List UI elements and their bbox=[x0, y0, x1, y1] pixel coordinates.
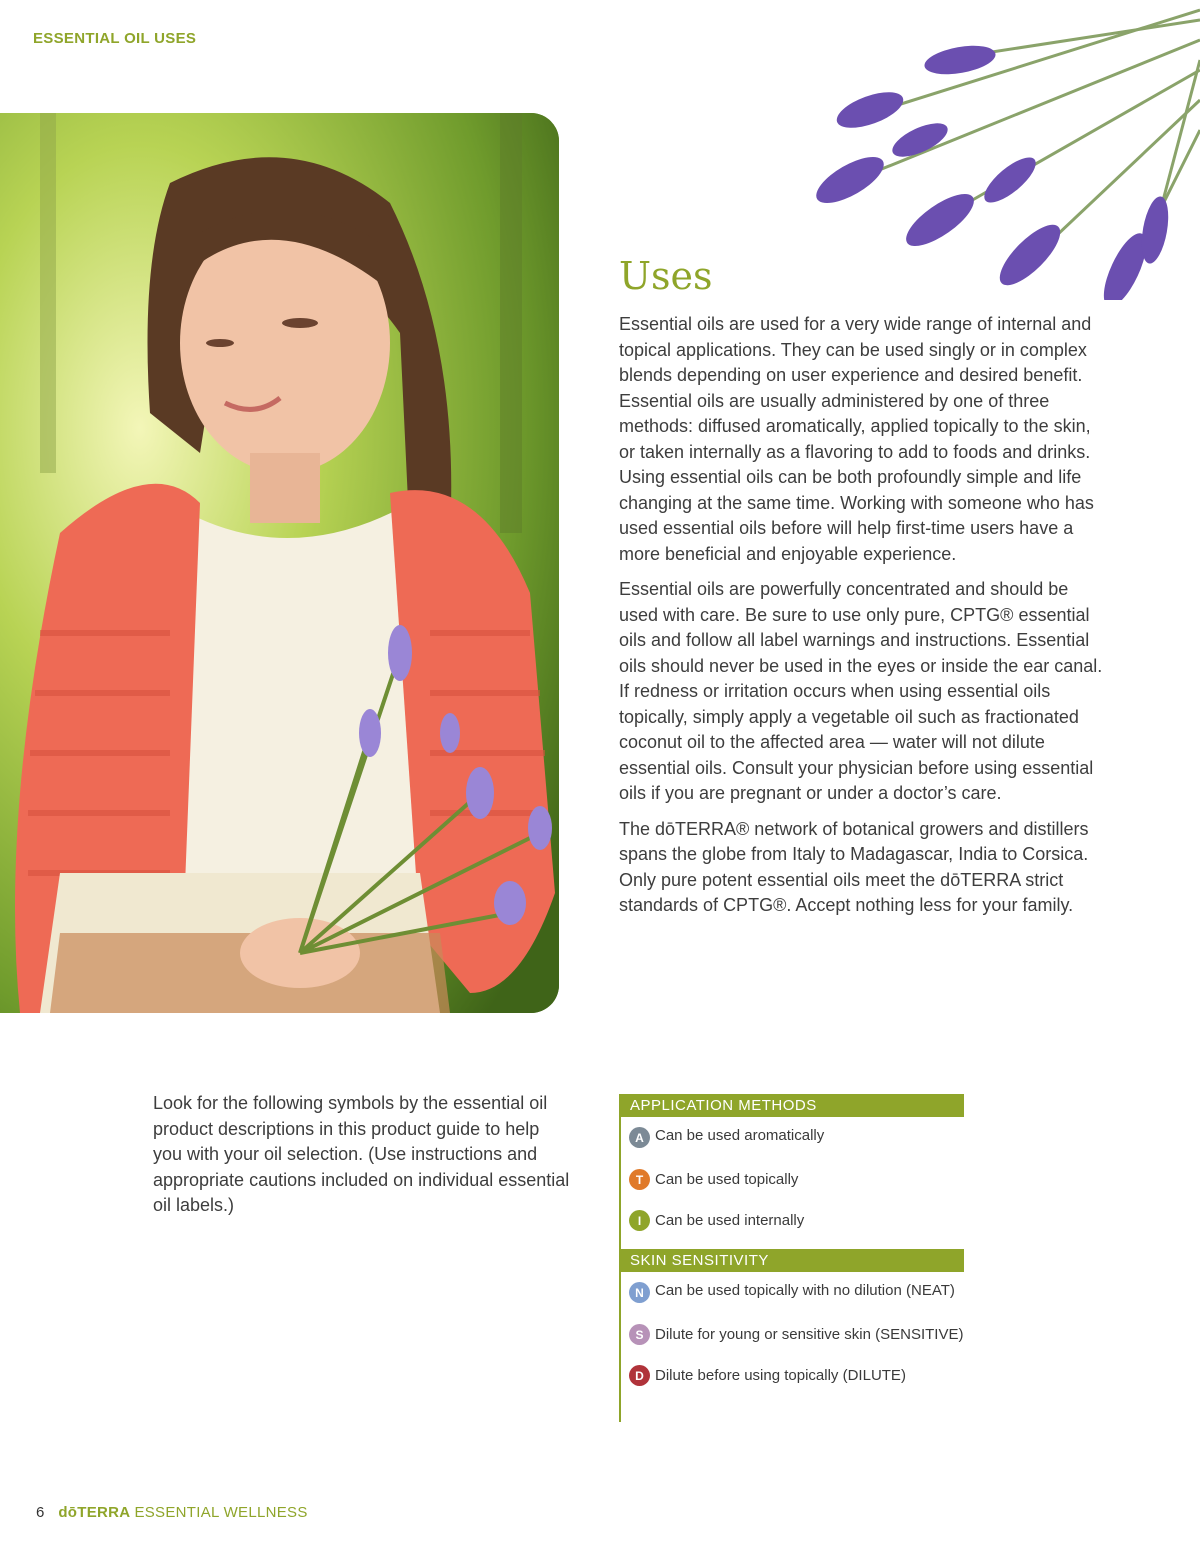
aromatic-badge-icon: A bbox=[629, 1127, 650, 1148]
legend-item-text: Can be used aromatically bbox=[655, 1127, 825, 1144]
skin-sensitivity-header: SKIN SENSITIVITY bbox=[621, 1249, 964, 1272]
neat-badge-icon: N bbox=[629, 1282, 650, 1303]
legend-item bbox=[629, 1282, 964, 1314]
application-methods-header: APPLICATION METHODS bbox=[621, 1094, 964, 1117]
symbols-legend bbox=[619, 1094, 964, 1422]
topical-badge-icon: T bbox=[629, 1169, 650, 1190]
sensitive-badge-icon: S bbox=[629, 1324, 650, 1345]
guide-title: ESSENTIAL WELLNESS bbox=[134, 1504, 308, 1521]
lavender-photo bbox=[790, 0, 1200, 300]
uses-paragraph: Essential oils are used for a very wide range of internal and topical applications. They can be used singly or in complex blends depending on user experience and desired benefit. Essential oils are usually administered by one of three methods: diffused aromatically, applied topically to the skin, or taken internally as a flavoring to add to foods and drinks. Using essential oils can be both profoundly simple and life changing at the same time. Working with someone who has used essential oils before will help first-time users have a more beneficial and enjoyable experience. bbox=[619, 314, 1094, 564]
legend-item-text: Dilute before using topically (DILUTE) bbox=[655, 1367, 906, 1384]
application-methods-list bbox=[621, 1117, 964, 1249]
legend-item-text: Can be used topically bbox=[655, 1171, 799, 1188]
uses-body bbox=[619, 312, 1109, 929]
uses-paragraph: Essential oils are powerfully concentrated and should be used with care. Be sure to use only pure, CPTG® essential oils and follow all label warnings and instructions. Essential oils should never be used in the eyes or inside the ear canal. If redness or irritation occurs when using essential oils topically, simply apply a vegetable oil such as fractionated coconut oil to the affected area — water will not dilute essential oils. Consult your physician before using essential oils if you are pregnant or under a doctor’s care. bbox=[619, 579, 1103, 803]
legend-item-text: Can be used topically with no dilution (NEAT) bbox=[655, 1282, 955, 1299]
uses-paragraph: The dōTERRA® network of botanical growers and distillers spans the globe from Italy to Madagascar, India to Corsica. Only pure potent essential oils meet the dōTERRA strict standards of CPTG®. Accept nothing less for your family. bbox=[619, 818, 1089, 915]
uses-title: Uses bbox=[619, 254, 713, 298]
legend-item-text: Dilute for young or sensitive skin (SENSITIVE) bbox=[655, 1326, 964, 1343]
legend-item bbox=[629, 1159, 964, 1200]
legend-item bbox=[629, 1200, 964, 1241]
legend-item bbox=[629, 1314, 964, 1355]
brand-logo: dōTERRA bbox=[58, 1504, 131, 1521]
dilute-badge-icon: D bbox=[629, 1365, 650, 1386]
page-number: 6 bbox=[36, 1504, 45, 1521]
internal-badge-icon: I bbox=[629, 1210, 650, 1231]
page-footer bbox=[36, 1504, 308, 1521]
legend-item bbox=[629, 1355, 964, 1396]
skin-sensitivity-list bbox=[621, 1272, 964, 1404]
section-label: ESSENTIAL OIL USES bbox=[33, 30, 197, 47]
legend-item-text: Can be used internally bbox=[655, 1212, 805, 1229]
legend-item bbox=[629, 1127, 964, 1159]
girl-photo bbox=[0, 113, 559, 1013]
symbols-intro: Look for the following symbols by the essential oil product descriptions in this product guide to help you with your oil selection. (Use instructions and appropriate cautions included on individual essential oil labels.) bbox=[153, 1093, 570, 1215]
